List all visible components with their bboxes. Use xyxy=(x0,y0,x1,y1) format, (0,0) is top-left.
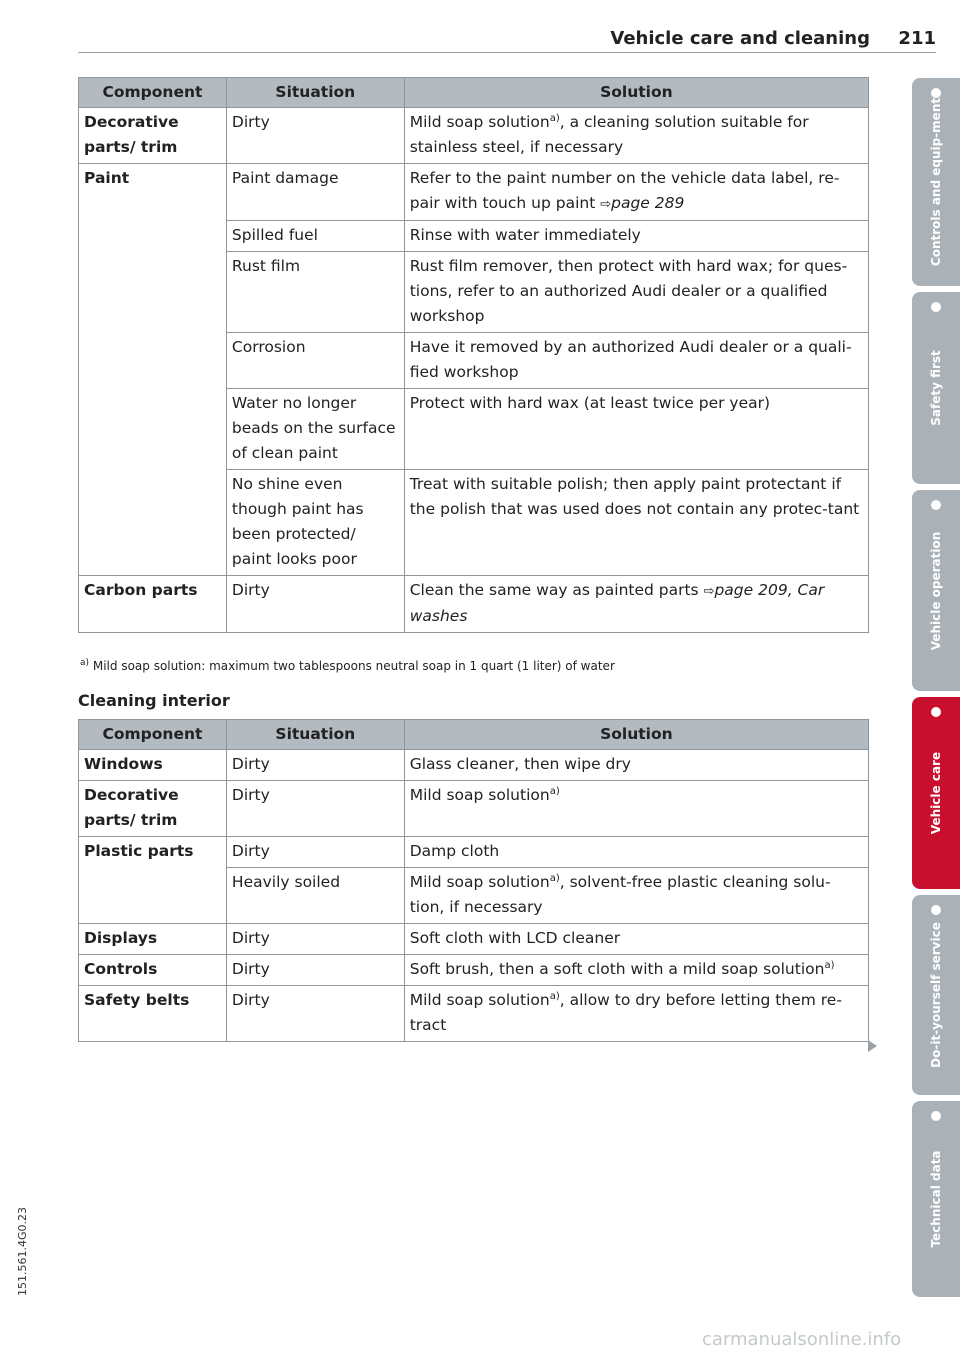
solution-cell xyxy=(404,986,868,1042)
tab-label: Safety first xyxy=(929,350,943,426)
table-row xyxy=(79,576,869,633)
tab-label: Controls and equip-ment xyxy=(929,97,943,267)
reference-arrow-icon: ⇨ xyxy=(703,584,715,599)
solution-text: , allow to dry before letting them re-tract xyxy=(409,991,842,1034)
table-row xyxy=(79,750,869,781)
solution-text: Refer to the paint number on the vehicle data label, re-pair with touch up paint xyxy=(409,169,840,212)
component-cell: Displays xyxy=(79,924,227,955)
situation-cell: Paint damage xyxy=(226,164,404,221)
solution-cell xyxy=(404,868,868,924)
component-cell: Plastic parts xyxy=(79,837,227,924)
reference-arrow-icon: ⇨ xyxy=(600,197,612,212)
solution-cell xyxy=(404,164,868,221)
solution-cell: Protect with hard wax (at least twice per year) xyxy=(404,389,868,470)
table-header-row xyxy=(79,720,869,750)
document-code: 151.561.4G0.23 xyxy=(16,1207,29,1296)
solution-cell: Damp cloth xyxy=(404,837,868,868)
situation-cell: Dirty xyxy=(226,108,404,164)
component-cell: Carbon parts xyxy=(79,576,227,633)
solution-text: , a cleaning solution suitable for stainless steel, if necessary xyxy=(409,113,809,156)
solution-text: Mild soap solution xyxy=(409,991,550,1009)
tab-dot-icon xyxy=(931,88,941,98)
solution-text: Mild soap solution xyxy=(409,873,550,891)
table-row xyxy=(79,955,869,986)
component-cell: Safety belts xyxy=(79,986,227,1042)
situation-cell: Heavily soiled xyxy=(226,868,404,924)
situation-cell: Water no longer beads on the surface of clean paint xyxy=(226,389,404,470)
table-row xyxy=(79,924,869,955)
component-cell: Windows xyxy=(79,750,227,781)
tab-dot-icon xyxy=(931,500,941,510)
situation-cell: Dirty xyxy=(226,924,404,955)
table-row xyxy=(79,986,869,1042)
footnote-marker: a) xyxy=(549,990,560,1002)
solution-cell: Treat with suitable polish; then apply paint protectant if the polish that was used does not contain any protec-tant xyxy=(404,470,868,576)
component-cell: Decorative parts/ trim xyxy=(79,781,227,837)
footnote-marker: a) xyxy=(549,112,560,124)
page-header xyxy=(78,24,936,53)
header-solution: Solution xyxy=(404,78,868,108)
watermark: carmanualsonline.info xyxy=(702,1329,902,1350)
tab-do-it-yourself-service[interactable] xyxy=(912,895,960,1095)
solution-cell: Rust film remover, then protect with hard wax; for ques-tions, refer to an authorized Audi dealer or a qualified workshop xyxy=(404,252,868,333)
footnote-marker: a) xyxy=(549,872,560,884)
tab-label: Vehicle care xyxy=(929,751,943,835)
tab-label: Technical data xyxy=(929,1150,943,1248)
solution-cell: Soft cloth with LCD cleaner xyxy=(404,924,868,955)
table-header-row xyxy=(79,78,869,108)
footnote-marker: a) xyxy=(824,959,835,971)
solution-cell xyxy=(404,955,868,986)
situation-cell: Rust film xyxy=(226,252,404,333)
table-row xyxy=(79,781,869,837)
solution-text: Soft brush, then a soft cloth with a mild soap solution xyxy=(409,960,825,978)
situation-cell: No shine even though paint has been protected/ paint looks poor xyxy=(226,470,404,576)
tab-dot-icon xyxy=(931,1111,941,1121)
header-component: Component xyxy=(79,78,227,108)
tab-label: Do-it-yourself service xyxy=(929,922,943,1068)
footnote-marker: a) xyxy=(80,658,90,668)
header-situation: Situation xyxy=(226,78,404,108)
solution-text: Clean the same way as painted parts xyxy=(409,581,704,599)
footnote-text: Mild soap solution: maximum two tablespoons neutral soap in 1 quart (1 liter) of water xyxy=(92,659,615,673)
header-section-title: Vehicle care and cleaning xyxy=(610,28,870,49)
component-cell: Paint xyxy=(79,164,227,576)
page-reference-link[interactable]: page 289 xyxy=(611,194,685,212)
situation-cell: Dirty xyxy=(226,837,404,868)
tab-technical-data[interactable] xyxy=(912,1101,960,1297)
footnote-marker: a) xyxy=(549,785,560,797)
solution-cell xyxy=(404,108,868,164)
situation-cell: Spilled fuel xyxy=(226,221,404,252)
table-row xyxy=(79,164,869,221)
tab-safety-first[interactable] xyxy=(912,292,960,484)
header-solution: Solution xyxy=(404,720,868,750)
tab-vehicle-operation[interactable] xyxy=(912,490,960,691)
situation-cell: Dirty xyxy=(226,576,404,633)
table-row xyxy=(79,108,869,164)
header-component: Component xyxy=(79,720,227,750)
tab-dot-icon xyxy=(931,302,941,312)
page-reference-link[interactable]: page 209, Car washes xyxy=(409,581,825,625)
solution-text: , solvent-free plastic cleaning solu-tion, if necessary xyxy=(409,873,831,916)
solution-cell: Glass cleaner, then wipe dry xyxy=(404,750,868,781)
tab-label: Vehicle operation xyxy=(929,531,943,650)
solution-cell: Rinse with water immediately xyxy=(404,221,868,252)
tab-vehicle-care[interactable] xyxy=(912,697,960,889)
situation-cell: Dirty xyxy=(226,955,404,986)
component-cell: Controls xyxy=(79,955,227,986)
interior-heading: Cleaning interior xyxy=(78,691,230,710)
situation-cell: Dirty xyxy=(226,986,404,1042)
solution-cell xyxy=(404,576,868,633)
solution-cell: Have it removed by an authorized Audi dealer or a quali-fied workshop xyxy=(404,333,868,389)
situation-cell: Dirty xyxy=(226,750,404,781)
exterior-cleaning-table xyxy=(78,77,869,633)
page-number: 211 xyxy=(898,28,936,49)
situation-cell: Corrosion xyxy=(226,333,404,389)
tab-controls-and-equipment[interactable] xyxy=(912,78,960,286)
component-cell: Decorative parts/ trim xyxy=(79,108,227,164)
situation-cell: Dirty xyxy=(226,781,404,837)
continue-arrow-icon xyxy=(868,1040,877,1052)
solution-text: Mild soap solution xyxy=(409,786,550,804)
solution-text: Mild soap solution xyxy=(409,113,550,131)
interior-cleaning-table xyxy=(78,719,869,1042)
tab-dot-icon xyxy=(931,905,941,915)
header-situation: Situation xyxy=(226,720,404,750)
tab-dot-icon xyxy=(931,707,941,717)
solution-cell xyxy=(404,781,868,837)
table-row xyxy=(79,837,869,868)
footnote xyxy=(80,659,615,673)
